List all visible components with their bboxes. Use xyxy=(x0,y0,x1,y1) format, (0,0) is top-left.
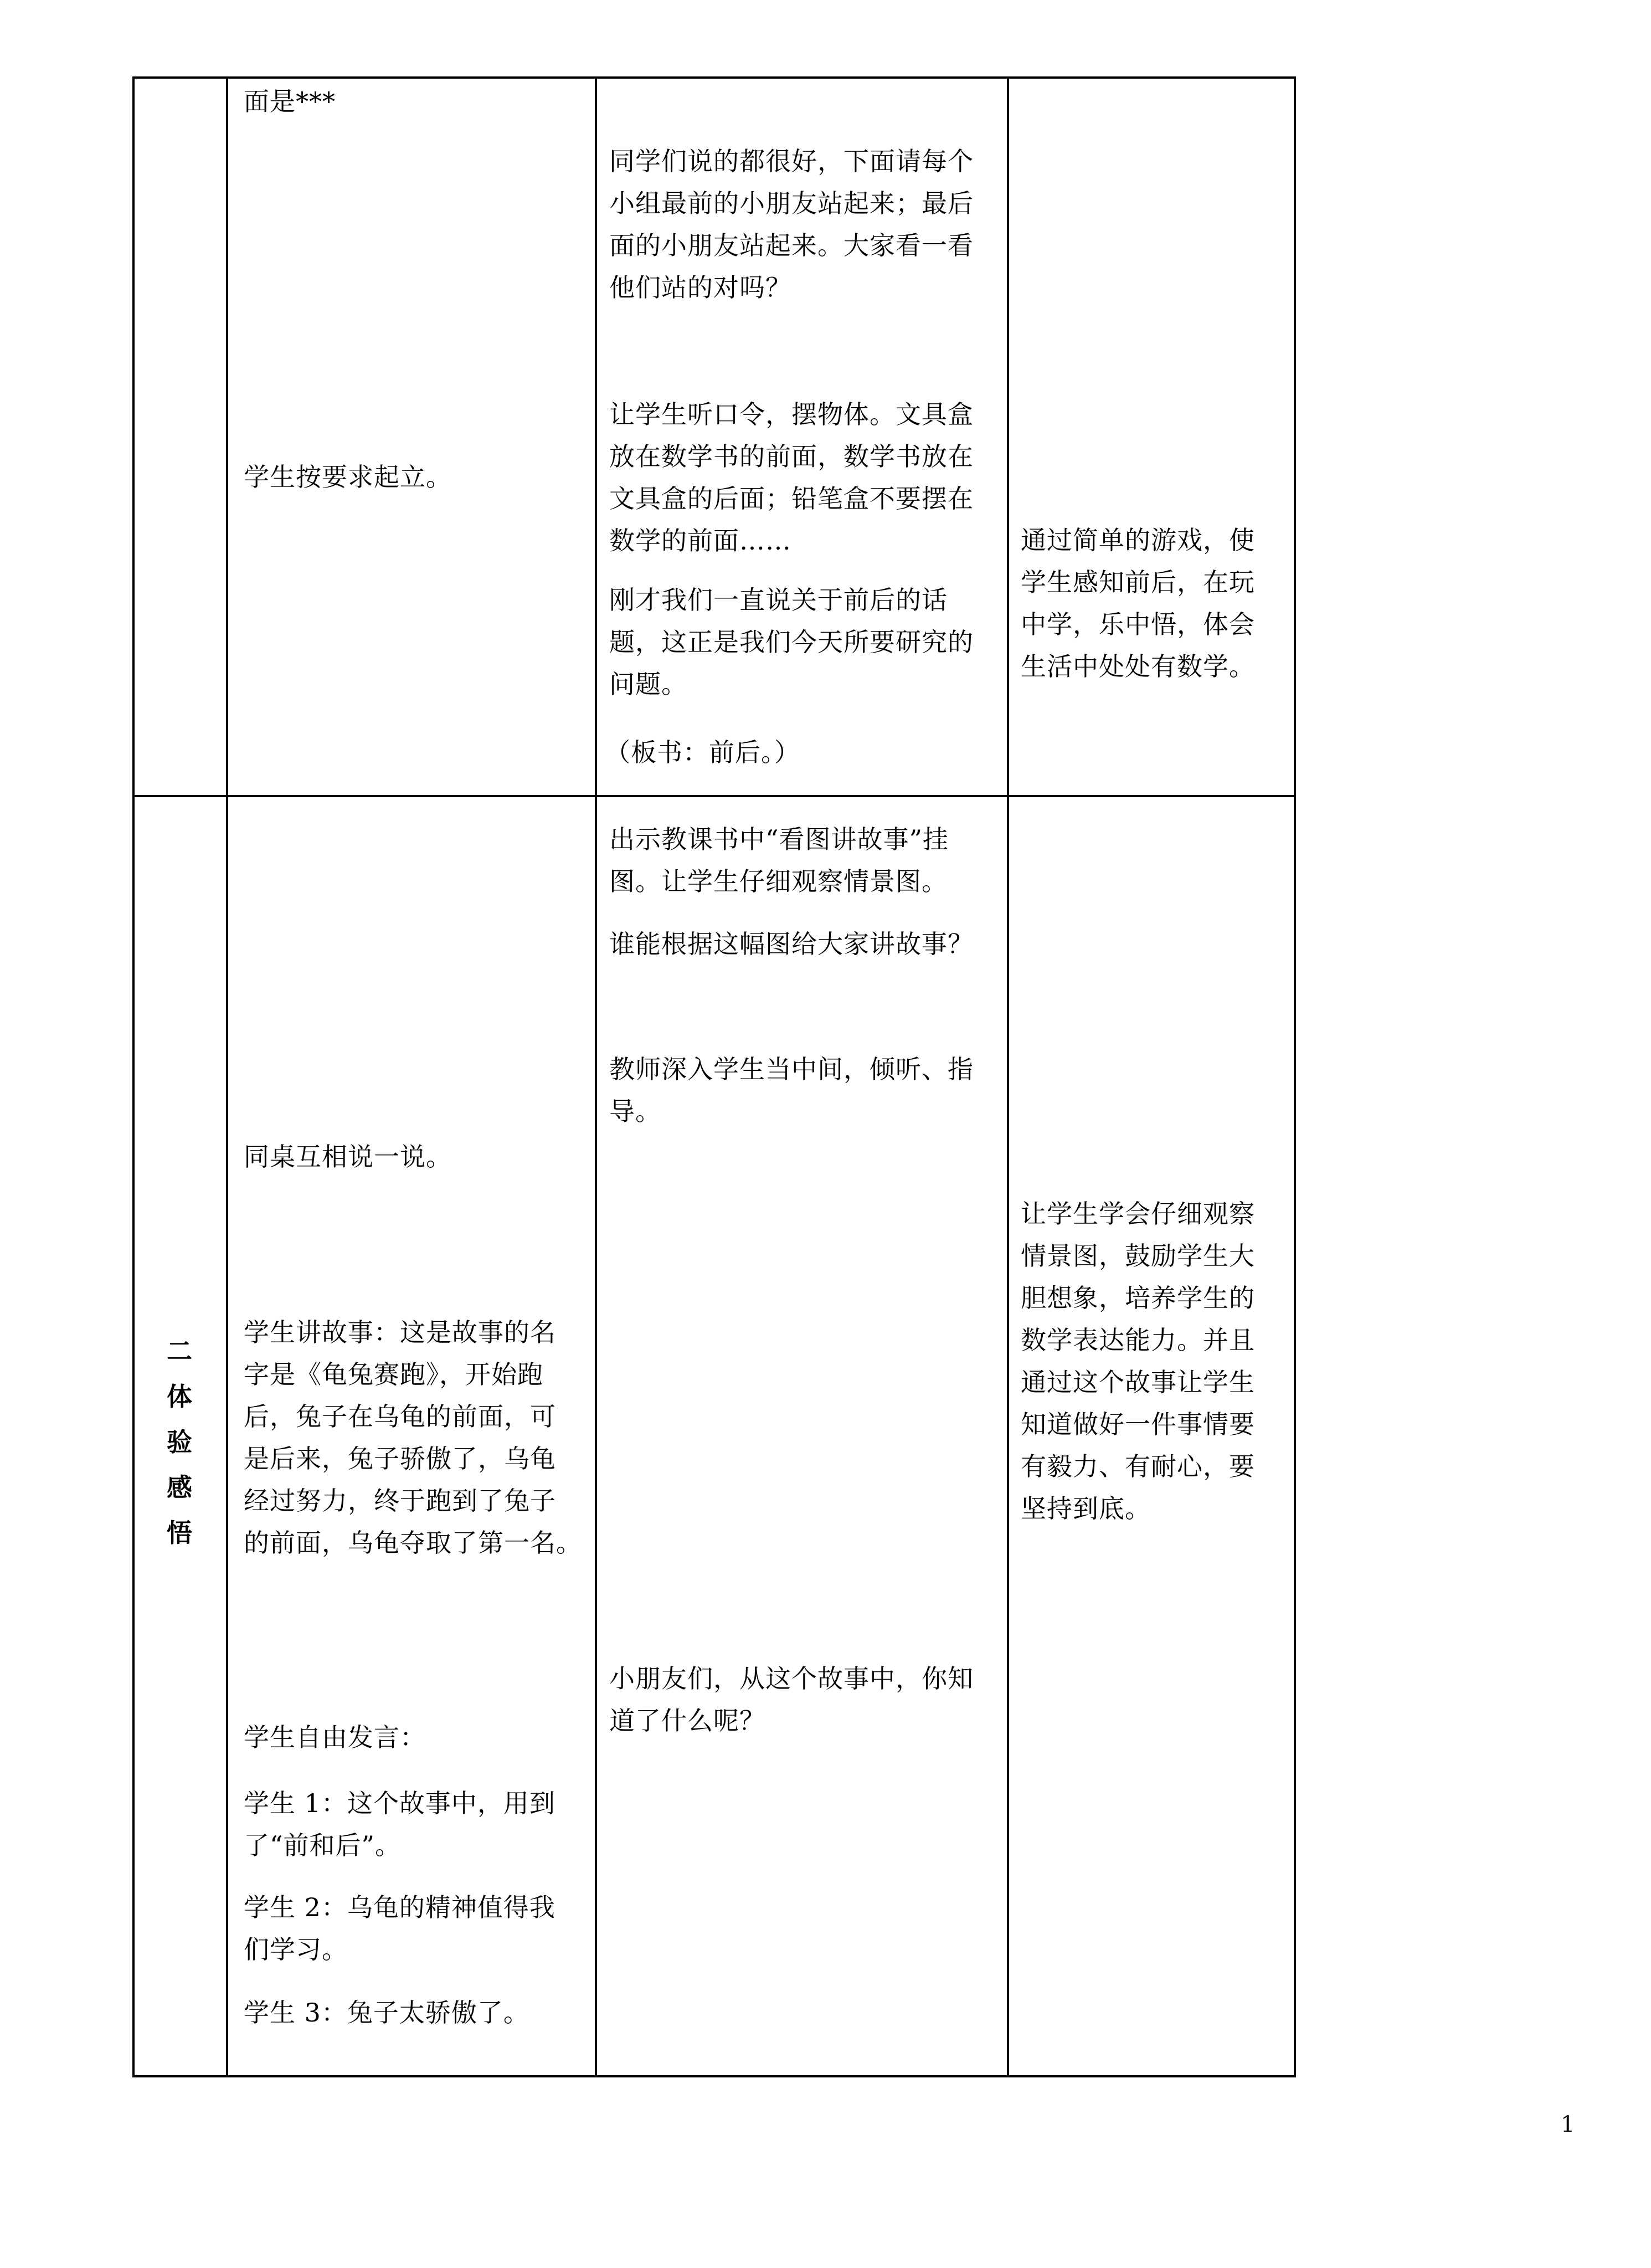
row2-student-text-2: 学生讲故事：这是故事的名 字是《龟兔赛跑》，开始跑 后，兔子在乌龟的前面，可 是后来，兔子骄傲了，乌龟 经过努力，终于跑到了兔子 的前面，乌龟夺取了第一名。 xyxy=(244,1317,582,1558)
row2-teacher-text-4: 小朋友们，从这个故事中，你知 道了什么呢？ xyxy=(609,1664,974,1736)
page-number: 1 xyxy=(1561,2112,1575,2137)
row-divider xyxy=(132,795,1296,797)
row2-teacher-text-1: 出示教课书中“看图讲故事”挂 图。让学生仔细观察情景图。 xyxy=(609,824,949,896)
row2-student-text-6: 学生 3：兔子太骄傲了。 xyxy=(244,1998,529,2028)
row1-student-text-1: 面是*** xyxy=(244,86,336,116)
row2-student-text-5: 学生 2：乌龟的精神值得我 们学习。 xyxy=(244,1892,556,1964)
row1-teacher-text-4: （板书：前后。） xyxy=(605,737,800,767)
row1-teacher-text-1: 同学们说的都很好，下面请每个 小组最前的小朋友站起来；最后 面的小朋友站起来。大家看一看 他们站的对吗？ xyxy=(609,146,974,302)
row2-student-text-3: 学生自由发言： xyxy=(244,1722,426,1752)
section-label: 二 体 验 感 悟 xyxy=(167,1336,192,1548)
column-divider-2 xyxy=(595,76,597,2077)
row1-intent-text: 通过简单的游戏，使 学生感知前后，在玩 中学，乐中悟，体会 生活中处处有数学。 xyxy=(1021,525,1255,681)
table-bottom-border xyxy=(132,2075,1296,2077)
column-divider-3 xyxy=(1007,76,1009,2077)
table-top-border xyxy=(132,76,1296,79)
row1-student-text-2: 学生按要求起立。 xyxy=(244,462,452,492)
row1-teacher-text-2: 让学生听口令，摆物体。文具盒 放在数学书的前面，数学书放在 文具盒的后面；铅笔盒不要摆在 数学的前面…… xyxy=(609,399,974,556)
table-right-border xyxy=(1294,76,1296,2077)
row1-teacher-text-3: 刚才我们一直说关于前后的话 题，这正是我们今天所要研究的 问题。 xyxy=(609,585,974,699)
row2-intent-text: 让学生学会仔细观察 情景图，鼓励学生大 胆想象，培养学生的 数学表达能力。并且 通过这个故事让学生 知道做好一件事情要 有毅力、有耐心，要 坚持到底。 xyxy=(1021,1199,1255,1523)
table-left-border xyxy=(132,76,135,2077)
row2-teacher-text-3: 教师深入学生当中间，倾听、指 导。 xyxy=(609,1054,974,1126)
column-divider-1 xyxy=(226,76,228,2077)
row2-student-text-4: 学生 1：这个故事中，用到 了“前和后”。 xyxy=(244,1788,556,1860)
row2-student-text-1: 同桌互相说一说。 xyxy=(244,1142,452,1172)
row2-teacher-text-2: 谁能根据这幅图给大家讲故事？ xyxy=(609,929,974,959)
